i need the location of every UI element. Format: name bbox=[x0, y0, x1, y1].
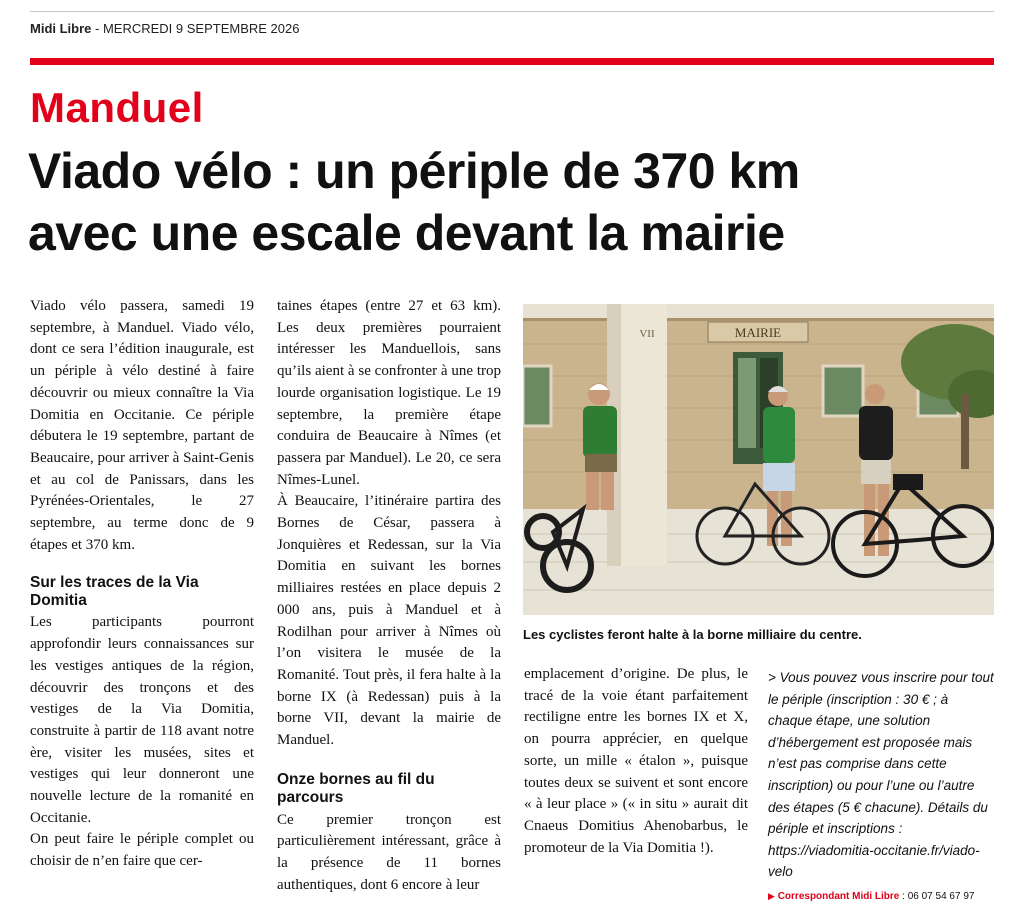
correspondent-label: Correspondant Midi Libre bbox=[777, 890, 900, 902]
intro-paragraph: Viado vélo passera, samedi 19 septembre, à Manduel. Viado vélo, dont ce sera l’édition inaugurale, est un périple à vélo destiné à faire découvrir ou mieux connaître la Via Domitia en Occitanie. Ce périple débutera le 19 septembre, partant de Beaucaire, pour arriver à Saint-Genis et au col de Panissars, dans les Pyrénées-Orientales, le 27 septembre, au terme donc de 9 étapes et 370 km. bbox=[30, 298, 254, 553]
section2-paragraph-1-end: emplacement d’origine. De plus, le tracé de la voie étant parfaitement rectiligne entre les bornes IX et X, on pourra apprécier, en quelque sorte, un mille « étalon », puisque toutes deux se suivent et sont encore « à leur place » (« in situ » aurait dit Cnaeus Domitius Ahenobarbus, le promoteur de la Via Domitia !). bbox=[524, 666, 748, 856]
subhead-traces: Sur les traces de la Via Domitia bbox=[30, 574, 199, 610]
article-headline bbox=[28, 140, 988, 264]
mairie-sign-text: MAIRIE bbox=[734, 325, 782, 340]
section1-paragraph-2-end: taines étapes (entre 27 et 63 km). Les deux premières pourraient intéresser les Manduellois, sans qu’ils aient à se confronter à une trop lourde organisation logistique. Le 19 septembre, la première étape conduira de Beaucaire à Nîmes (et passera par Manduel). Le 20, ce sera Nîmes-Lunel. bbox=[277, 298, 501, 488]
body-column-2 bbox=[277, 296, 501, 897]
photo-caption: Les cyclistes feront halte à la borne milliaire du centre. bbox=[523, 627, 862, 642]
town-rubric: Manduel bbox=[30, 84, 204, 131]
top-rule bbox=[30, 11, 994, 12]
subhead-bornes: Onze bornes au fil du parcours bbox=[277, 770, 435, 806]
credit-arrow-icon: ▶ bbox=[768, 890, 775, 901]
section1-paragraph-1: Les participants pourront approfondir leurs connaissances sur les vestiges antiques de la région, découvrir des tronçons et des vestiges de la Via Domitia, construite à partir de 118 avant notre ère, visiter les musées, sites et vestiges qui leur donneront une nouvelle lecture de la romanité en Occitanie. bbox=[30, 614, 254, 826]
section2-paragraph-1-start: Ce premier tronçon est particulièrement intéressant, grâce à la présence de 11 bornes authentiques, dont 6 encore à leur bbox=[277, 811, 501, 893]
newspaper-name: Midi Libre bbox=[30, 21, 92, 36]
masthead bbox=[30, 21, 299, 36]
section1-paragraph-2-start: On peut faire le périple complet ou choisir de n’en faire que cer- bbox=[30, 831, 254, 870]
cyclists-photo-illustration bbox=[523, 304, 994, 615]
body-column-3 bbox=[524, 664, 748, 859]
registration-info-box: > Vous pouvez vous inscrire pour tout le périple (inscription : 30 € ; à chaque étape, une solution d’hébergement est proposée mais n’est pas comprise dans cette inscription) ou pour l’une ou l’autre des étapes (5 € chacune). Détails du périple et inscriptions : https://viadomitia-occitanie.fr/viado-velo bbox=[768, 670, 994, 880]
headline-line-2: avec une escale devant la mairie bbox=[28, 205, 785, 261]
correspondent-phone: : 06 07 54 67 97 bbox=[899, 890, 975, 902]
article-photo bbox=[523, 304, 994, 615]
correspondent-credit bbox=[768, 886, 994, 908]
section1-paragraph-3: À Beaucaire, l’itinéraire partira des Bornes de César, passera à Jonquières et Redessan, sur la Via Domitia en suivant les bornes milliaires restées en place depuis 2 000 ans, puis à Manduel et à Rodilhan pour arriver à Nîmes où l’on visitera le musée de la Romanité. Tout près, il fera halte à la borne IX (à Redessan) puis à la borne VII, devant la mairie de Manduel. bbox=[277, 493, 501, 749]
body-column-1 bbox=[30, 296, 254, 873]
column-numeral: VII bbox=[639, 328, 655, 340]
masthead-separator: - bbox=[91, 21, 103, 36]
section-red-bar bbox=[30, 58, 994, 65]
issue-date: MERCREDI 9 SEPTEMBRE 2026 bbox=[102, 21, 300, 36]
info-column bbox=[768, 667, 994, 908]
headline-line-1: Viado vélo : un périple de 370 km bbox=[28, 143, 800, 199]
